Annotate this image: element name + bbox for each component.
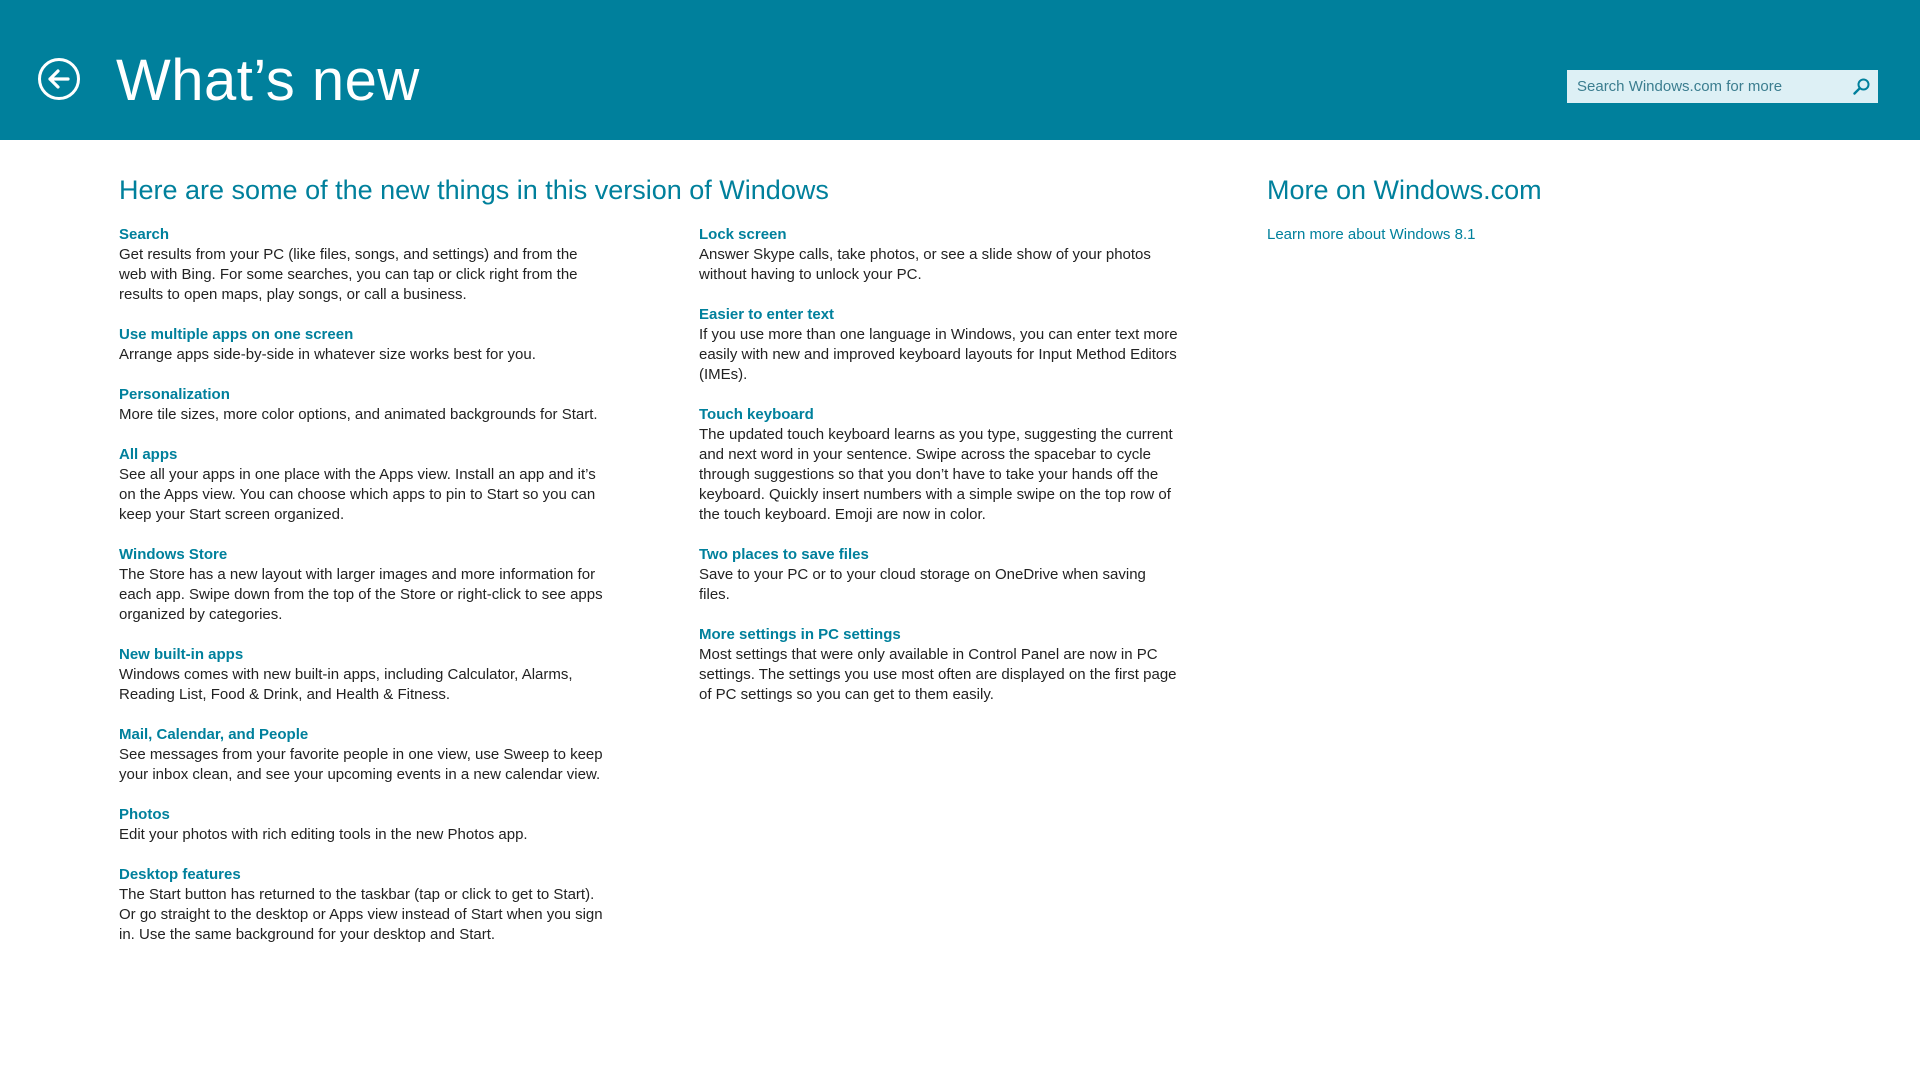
feature-item [119,725,609,785]
feature-item [699,545,1179,605]
feature-item [699,305,1179,385]
back-arrow-icon [48,69,70,89]
search-input[interactable] [1567,70,1837,103]
right-feature-column [699,225,1179,725]
feature-item [699,405,1179,525]
feature-title[interactable]: Touch keyboard [699,406,814,423]
back-button[interactable] [38,58,80,100]
feature-item [119,225,609,305]
feature-item [119,805,609,845]
feature-title[interactable]: More settings in PC settings [699,626,901,643]
features-heading: Here are some of the new things in this version of Windows [119,175,829,205]
feature-item [119,545,609,625]
feature-description: If you use more than one language in Windows, you can enter text more easily with new and improved keyboard layouts for Input Method Editors (IMEs). [699,326,1178,383]
search-button[interactable] [1845,70,1878,103]
feature-title[interactable]: Easier to enter text [699,306,835,323]
feature-title[interactable]: Desktop features [119,866,241,883]
feature-title[interactable]: Photos [119,806,170,823]
feature-description: The Store has a new layout with larger images and more information for each app. Swipe down from the top of the Store or right-click to see apps organized by categories. [119,566,603,623]
feature-description: Arrange apps side-by-side in whatever size works best for you. [119,346,536,363]
feature-item [119,385,609,425]
search-icon [1853,78,1870,95]
feature-title[interactable]: Lock screen [699,226,787,243]
feature-title[interactable]: New built-in apps [119,646,244,663]
feature-title[interactable]: Windows Store [119,546,228,563]
feature-title[interactable]: All apps [119,446,178,463]
more-on-windows-heading: More on Windows.com [1267,175,1542,205]
left-feature-column [119,225,609,965]
feature-description: See messages from your favorite people in one view, use Sweep to keep your inbox clean, and see your upcoming events in a new calendar view. [119,746,603,783]
feature-description: Edit your photos with rich editing tools in the new Photos app. [119,826,528,843]
feature-item [119,325,609,365]
feature-description: Answer Skype calls, take photos, or see a slide show of your photos without having to unlock your PC. [699,246,1151,283]
feature-title[interactable]: Mail, Calendar, and People [119,726,309,743]
feature-item [119,865,609,945]
feature-description: Most settings that were only available in Control Panel are now in PC settings. The settings you use most often are displayed on the first page of PC settings so you can get to them easily. [699,646,1177,703]
feature-description: Get results from your PC (like files, songs, and settings) and from the web with Bing. For some searches, you can tap or click right from the results to open maps, play songs, or call a business. [119,246,578,303]
feature-description: More tile sizes, more color options, and animated backgrounds for Start. [119,406,598,423]
feature-title[interactable]: Use multiple apps on one screen [119,326,354,343]
feature-description: Save to your PC or to your cloud storage on OneDrive when saving files. [699,566,1146,603]
feature-description: See all your apps in one place with the Apps view. Install an app and it’s on the Apps view. You can choose which apps to pin to Start so you can keep your Start screen organized. [119,466,596,523]
search-box [1567,70,1878,103]
page-title: What’s new [116,48,420,113]
feature-item [119,645,609,705]
header-bar [0,0,1920,140]
feature-item [119,445,609,525]
feature-title[interactable]: Personalization [119,386,230,403]
feature-item [699,625,1179,705]
feature-title[interactable]: Two places to save files [699,546,869,563]
feature-description: Windows comes with new built-in apps, including Calculator, Alarms, Reading List, Food & Drink, and Health & Fitness. [119,666,573,703]
learn-more-link[interactable]: Learn more about Windows 8.1 [1267,226,1476,243]
feature-title[interactable]: Search [119,226,170,243]
feature-item [699,225,1179,285]
feature-description: The Start button has returned to the taskbar (tap or click to get to Start). Or go straight to the desktop or Apps view instead of Start when you sign in. Use the same background for your desktop and Start. [119,886,603,943]
feature-description: The updated touch keyboard learns as you type, suggesting the current and next word in your sentence. Swipe across the spacebar to cycle through suggestions so that you don’t have to take your hands off the keyboard. Quickly insert numbers with a simple swipe on the top row of the touch keyboard. Emoji are now in color. [699,426,1173,523]
